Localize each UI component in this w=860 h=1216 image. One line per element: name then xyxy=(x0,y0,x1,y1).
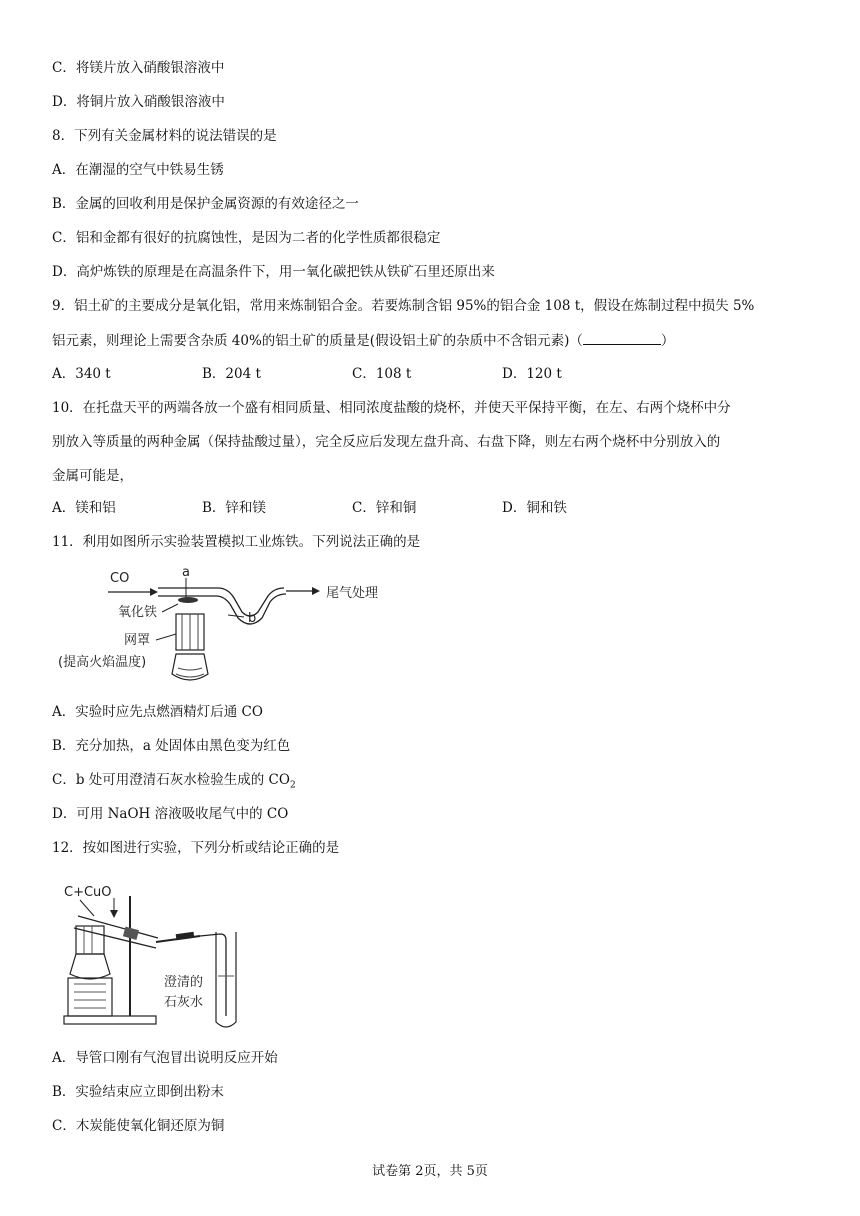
q9-options xyxy=(52,364,652,384)
q12-option-c: C．木炭能使氧化铜还原为铜 xyxy=(52,1118,225,1134)
q11-option-c-text: C．b 处可用澄清石灰水检验生成的 CO xyxy=(52,772,290,788)
label-net-cover: 网罩 xyxy=(124,633,151,648)
label-co: CO xyxy=(110,571,130,586)
q10-option-b: B．锌和镁 xyxy=(202,500,266,516)
q8-option-c: C．铝和金都有很好的抗腐蚀性，是因为二者的化学性质都很稳定 xyxy=(52,230,441,246)
q9-stem-line2-end: ） xyxy=(660,333,675,349)
answer-blank xyxy=(583,330,661,345)
q10-option-d: D．铜和铁 xyxy=(502,500,567,516)
q10-stem-line3: 金属可能是， xyxy=(52,468,133,484)
q11-option-c xyxy=(52,770,296,796)
carbon-cuo-apparatus-figure xyxy=(60,876,260,1036)
q9-stem-line2 xyxy=(52,330,674,351)
q10-stem-line2: 别放入等质量的两种金属（保持盐酸过量），完全反应后发现左盘升高、右盘下降，则左右两个烧杯中分别放入的 xyxy=(52,434,721,450)
q7-option-c: C．将镁片放入硝酸银溶液中 xyxy=(52,60,225,76)
q9-stem-line2-text: 铝元素，则理论上需要含杂质 40%的铝土矿的质量是(假设铝土矿的杂质中不含铝元素)（ xyxy=(52,333,583,349)
label-tail-gas: 尾气处理 xyxy=(326,586,379,601)
q8-stem: 8．下列有关金属材料的说法错误的是 xyxy=(52,128,277,144)
q10-option-a: A．镁和铝 xyxy=(52,500,116,516)
label-a: a xyxy=(182,565,190,580)
label-reactants: C+CuO xyxy=(64,885,112,900)
q9-option-b: B．204 t xyxy=(202,366,261,382)
q12-option-a: A．导管口刚有气泡冒出说明反应开始 xyxy=(52,1050,278,1066)
q10-stem-line1: 10．在托盘天平的两端各放一个盛有相同质量、相同浓度盐酸的烧杯，并使天平保持平衡，在左、右两个烧杯中分 xyxy=(52,400,731,416)
label-limewater-2: 石灰水 xyxy=(164,995,204,1010)
q11-option-b: B．充分加热，a 处固体由黑色变为红色 xyxy=(52,738,291,754)
label-raise-flame: (提高火焰温度) xyxy=(58,655,147,670)
page-footer: 试卷第 2页，共 5页 xyxy=(372,1164,488,1179)
label-b: b xyxy=(248,611,257,626)
q9-option-c: C．108 t xyxy=(352,366,412,382)
q11-option-d: D．可用 NaOH 溶液吸收尾气中的 CO xyxy=(52,806,289,822)
q10-option-c: C．锌和铜 xyxy=(352,500,417,516)
q10-options xyxy=(52,498,652,518)
label-iron-oxide: 氧化铁 xyxy=(118,605,158,620)
alcohol-lamp-shape xyxy=(172,654,208,680)
q11-option-c-subscript: 2 xyxy=(289,780,296,791)
q8-option-a: A．在潮湿的空气中铁易生锈 xyxy=(52,162,224,178)
q9-option-a: A．340 t xyxy=(52,366,111,382)
q9-option-d: D．120 t xyxy=(502,366,562,382)
q12-stem: 12．按如图进行实验，下列分析或结论正确的是 xyxy=(52,840,340,856)
q12-option-b: B．实验结束应立即倒出粉末 xyxy=(52,1084,224,1100)
iron-smelting-apparatus-figure xyxy=(58,562,388,692)
q8-option-b: B．金属的回收利用是保护金属资源的有效途径之一 xyxy=(52,196,359,212)
label-limewater-1: 澄清的 xyxy=(164,975,204,990)
q11-option-a: A．实验时应先点燃酒精灯后通 CO xyxy=(52,704,263,720)
q7-option-d: D．将铜片放入硝酸银溶液中 xyxy=(52,94,225,110)
q11-stem: 11．利用如图所示实验装置模拟工业炼铁。下列说法正确的是 xyxy=(52,534,421,550)
q9-stem-line1: 9．铝土矿的主要成分是氧化铝，常用来炼制铝合金。若要炼制含铝 95%的铝合金 108 t，假设在炼制过程中损失 5% xyxy=(52,298,755,314)
q8-option-d: D．高炉炼铁的原理是在高温条件下，用一氧化碳把铁从铁矿石里还原出来 xyxy=(52,264,495,280)
